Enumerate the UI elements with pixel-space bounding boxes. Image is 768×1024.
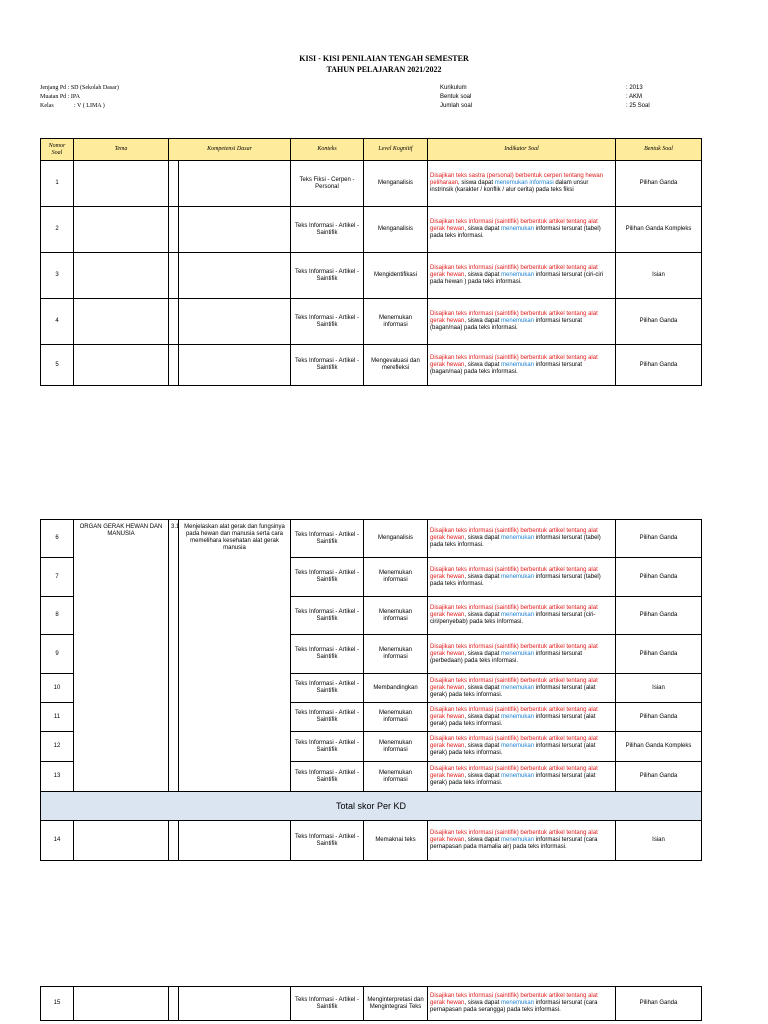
indikator-end-text: informasi tersurat (alat gerak) pada teks informasi. — [430, 743, 596, 756]
level-cell: Menganalisis — [364, 161, 428, 207]
indikator-mid-text: , siswa dapat — [464, 535, 502, 541]
table-row — [41, 161, 702, 207]
level-cell: Menemukan informasi — [364, 558, 428, 597]
level-cell: Menemukan informasi — [364, 732, 428, 762]
table-header-row — [41, 139, 702, 161]
indikator-cell — [428, 520, 616, 558]
level-cell: Menginterpretasi dan Mengintegrasi Teks — [364, 987, 428, 1021]
col-kd: Kompetensi Dasar — [169, 139, 291, 161]
indikator-cell — [428, 635, 616, 674]
level-cell: Mengidentifikasi — [364, 253, 428, 299]
kd-number-cell — [169, 161, 179, 207]
table-row — [41, 299, 702, 345]
tema-cell — [74, 161, 169, 207]
indikator-cell — [428, 299, 616, 345]
level-cell: Menganalisis — [364, 520, 428, 558]
tema-cell — [74, 207, 169, 253]
table-row — [41, 345, 702, 386]
bentuk-cell: Pilihan Ganda — [616, 987, 702, 1021]
kd-text-cell — [179, 207, 291, 253]
indikator-mid-text: , siswa dapat — [464, 573, 502, 580]
indikator-cell — [428, 207, 616, 253]
bentuk-cell: Pilihan Ganda — [616, 558, 702, 597]
indikator-blue-text: menemukan — [501, 837, 535, 843]
table-row — [41, 207, 702, 253]
konteks-cell: Teks Informasi - Artikel - Saintifik — [291, 987, 364, 1021]
indikator-blue-text: menemukan — [501, 361, 535, 368]
indikator-red-text: Disajikan teks informasi (saintifik) berbentuk artikel tentang alat gerak hewan — [430, 643, 598, 657]
indikator-red-text: Disajikan teks informasi (saintifik) berbentuk artikel tentang alat gerak hewan — [430, 677, 598, 691]
indikator-mid-text: , siswa dapat — [464, 684, 502, 691]
meta-bentuk-value: : AKM — [626, 94, 643, 100]
total-row — [41, 792, 702, 821]
indikator-red-text: Disajikan teks sastra (personal) berbentuk cerpen tentang hewan peliharaan — [430, 173, 604, 186]
row-number: 1 — [41, 161, 74, 207]
kd-number-cell — [169, 987, 179, 1021]
table-row — [41, 520, 702, 558]
indikator-mid-text: , siswa dapat — [464, 1000, 502, 1006]
indikator-red-text: Disajikan teks informasi (saintifik) berbentuk artikel tentang alat gerak hewan — [430, 605, 598, 618]
indikator-red-text: Disajikan teks informasi (saintifik) berbentuk artikel tentang alat gerak hewan — [430, 311, 598, 324]
indikator-end-text: informasi tersurat (bagan/naa) pada teks informasi. — [430, 318, 583, 331]
indikator-cell — [428, 345, 616, 386]
tema-cell — [74, 299, 169, 345]
table-row — [41, 253, 702, 299]
kd-text-cell — [179, 987, 291, 1021]
indikator-end-text: informasi tersurat (alat gerak) pada teks informasi. — [430, 713, 596, 727]
indikator-blue-text: menemukan — [501, 773, 535, 779]
indikator-red-text: Disajikan teks informasi (saintifik) berbentuk artikel tentang alat gerak hewan — [430, 706, 598, 720]
indikator-mid-text: , siswa dapat — [464, 318, 502, 324]
indikator-end-text: informasi tersurat (alat gerak) pada teks informasi. — [430, 773, 596, 786]
konteks-cell: Teks Informasi - Artikel - Saintifik — [291, 299, 364, 345]
bentuk-cell: Pilihan Ganda Kompleks — [616, 732, 702, 762]
indikator-mid-text: , siswa dapat — [464, 612, 502, 618]
indikator-end-text: informasi tersurat (alat gerak) pada teks informasi. — [430, 684, 596, 698]
tema-cell — [74, 345, 169, 386]
row-number: 9 — [41, 635, 74, 674]
level-cell: Menemukan informasi — [364, 299, 428, 345]
indikator-cell — [428, 987, 616, 1021]
indikator-red-text: Disajikan teks informasi (saintifik) berbentuk artikel tentang alat gerak hewan — [430, 566, 598, 580]
bentuk-cell: Pilihan Ganda — [616, 762, 702, 792]
table-row — [41, 987, 702, 1021]
meta-bentuk-label: Bentuk soal — [440, 94, 472, 100]
kisi-table-part2 — [40, 519, 702, 861]
bentuk-cell: Pilihan Ganda Kompleks — [616, 207, 702, 253]
indikator-red-text: Disajikan teks informasi (saintifik) berbentuk artikel tentang alat gerak hewan — [430, 265, 598, 278]
document-title: KISI - KISI PENILAIAN TENGAH SEMESTER — [299, 54, 469, 63]
indikator-cell — [428, 597, 616, 635]
indikator-mid-text: , siswa dapat — [464, 361, 502, 368]
konteks-cell: Teks Informasi - Artikel - Saintifik — [291, 703, 364, 732]
indikator-cell — [428, 732, 616, 762]
indikator-red-text: Disajikan teks informasi (saintifik) berbentuk artikel tentang alat gerak hewan — [430, 766, 598, 779]
tema-cell: ORGAN GERAK HEWAN DAN MANUSIA — [74, 520, 169, 792]
indikator-blue-text: menemukan — [501, 743, 535, 749]
indikator-blue-text: menemukan — [501, 272, 535, 278]
meta-jumlah-label: Jumlah soal — [440, 103, 473, 109]
col-level: Level Kognitif — [364, 139, 428, 161]
row-number: 5 — [41, 345, 74, 386]
konteks-cell: Teks Informasi - Artikel - Saintifik — [291, 345, 364, 386]
kd-text-cell: Menjelaskan alat gerak dan fungsinya pada hewan dan manusia serta cara memelihara kesehatan alat gerak manusia — [179, 520, 291, 792]
meta-jenjang: Jenjang Pd : SD (Sekolah Dasar) — [40, 85, 119, 91]
indikator-mid-text: , siswa dapat — [458, 180, 495, 186]
indikator-blue-text: menemukan informasi — [494, 180, 554, 186]
indikator-blue-text: menemukan — [501, 226, 535, 232]
konteks-cell: Teks Fiksi - Cerpen - Personal — [291, 161, 364, 207]
meta-kurikulum-label: Kurikulum — [440, 85, 467, 91]
row-number: 14 — [41, 821, 74, 861]
row-number: 4 — [41, 299, 74, 345]
meta-kelas-label: Kelas — [40, 103, 54, 109]
indikator-end-text: informasi tersurat (tabel) pada teks informasi. — [430, 535, 601, 548]
indikator-end-text: informasi tersurat (tabel) pada teks informasi. — [430, 573, 601, 587]
level-cell: Menemukan informasi — [364, 635, 428, 674]
indikator-blue-text: menemukan — [501, 713, 535, 720]
indikator-cell — [428, 703, 616, 732]
konteks-cell: Teks Informasi - Artikel - Saintifik — [291, 821, 364, 861]
bentuk-cell: Pilihan Ganda — [616, 635, 702, 674]
meta-kelas-value: : V ( LIMA ) — [74, 103, 105, 109]
indikator-end-text: informasi tersurat (perbedaan) pada teks informasi. — [430, 650, 583, 664]
konteks-cell: Teks Informasi - Artikel - Saintifik — [291, 207, 364, 253]
kd-text-cell — [179, 345, 291, 386]
col-nomor: Nomor Soal — [41, 139, 74, 161]
indikator-end-text: informasi tersurat (tabel) pada teks informasi. — [430, 226, 601, 239]
indikator-end-text: informasi tersurat (ciri-ciri/penyebab) pada teks informasi. — [430, 612, 596, 625]
indikator-blue-text: menemukan — [501, 612, 535, 618]
row-number: 12 — [41, 732, 74, 762]
indikator-mid-text: , siswa dapat — [464, 226, 502, 232]
indikator-blue-text: menemukan — [501, 650, 535, 657]
konteks-cell: Teks Informasi - Artikel - Saintifik — [291, 520, 364, 558]
kd-number-cell: 3.1 — [169, 520, 179, 792]
indikator-red-text: Disajikan teks informasi (saintifik) berbentuk artikel tentang alat gerak hewan — [430, 528, 598, 541]
level-cell: Menemukan informasi — [364, 597, 428, 635]
row-number: 8 — [41, 597, 74, 635]
kd-number-cell — [169, 345, 179, 386]
konteks-cell: Teks Informasi - Artikel - Saintifik — [291, 253, 364, 299]
kd-number-cell — [169, 253, 179, 299]
bentuk-cell: Pilihan Ganda — [616, 345, 702, 386]
indikator-cell — [428, 762, 616, 792]
indikator-blue-text: menemukan — [501, 535, 535, 541]
indikator-red-text: Disajikan teks informasi (saintifik) berbentuk artikel tentang alat gerak hewan — [430, 993, 598, 1006]
indikator-cell — [428, 558, 616, 597]
total-label: Total skor Per KD — [41, 792, 702, 821]
bentuk-cell: Pilihan Ganda — [616, 597, 702, 635]
level-cell: Memaknai teks — [364, 821, 428, 861]
indikator-end-text: informasi tersurat (cara pernapasan pada serangga) pada teks informasi. — [430, 1000, 598, 1013]
indikator-end-text: informasi tersurat (cara pernapasan pada mamalia air) pada teks informasi. — [430, 837, 598, 850]
indikator-mid-text: , siswa dapat — [464, 837, 502, 843]
tema-cell — [74, 821, 169, 861]
kd-text-cell — [179, 299, 291, 345]
bentuk-cell: Pilihan Ganda — [616, 703, 702, 732]
indikator-cell — [428, 674, 616, 703]
indikator-mid-text: , siswa dapat — [464, 713, 502, 720]
level-cell: Mengevaluasi dan merefleksi — [364, 345, 428, 386]
konteks-cell: Teks Informasi - Artikel - Saintifik — [291, 635, 364, 674]
level-cell: Membandingkan — [364, 674, 428, 703]
kisi-table-part1 — [40, 138, 702, 386]
kisi-table-part3 — [40, 986, 702, 1021]
meta-kurikulum-value: : 2013 — [626, 85, 643, 91]
bentuk-cell: Pilihan Ganda — [616, 299, 702, 345]
col-bentuk: Bentuk Soal — [616, 139, 702, 161]
bentuk-cell: Isian — [616, 674, 702, 703]
row-number: 11 — [41, 703, 74, 732]
indikator-cell — [428, 253, 616, 299]
kd-number-cell — [169, 207, 179, 253]
col-indikator: Indikator Soal — [428, 139, 616, 161]
indikator-red-text: Disajikan teks informasi (saintifik) berbentuk artikel tentang alat gerak hewan — [430, 219, 598, 232]
indikator-blue-text: menemukan — [501, 684, 535, 691]
document-subtitle: TAHUN PELAJARAN 2021/2022 — [326, 65, 442, 74]
indikator-mid-text: , siswa dapat — [464, 272, 502, 278]
konteks-cell: Teks Informasi - Artikel - Saintifik — [291, 674, 364, 703]
bentuk-cell: Isian — [616, 253, 702, 299]
indikator-red-text: Disajikan teks informasi (saintifik) berbentuk artikel tentang alat gerak hewan — [430, 830, 598, 843]
col-konteks: Konteks — [291, 139, 364, 161]
row-number: 2 — [41, 207, 74, 253]
konteks-cell: Teks Informasi - Artikel - Saintifik — [291, 597, 364, 635]
indikator-cell — [428, 821, 616, 861]
row-number: 3 — [41, 253, 74, 299]
level-cell: Menemukan informasi — [364, 703, 428, 732]
konteks-cell: Teks Informasi - Artikel - Saintifik — [291, 762, 364, 792]
indikator-red-text: Disajikan teks informasi (saintifik) berbentuk artikel tentang alat gerak hewan — [430, 354, 598, 368]
indikator-end-text: dalam unsur instrinsik (karakter / konflik / alur cerita) pada teks fiksi — [430, 180, 589, 193]
row-number: 7 — [41, 558, 74, 597]
indikator-blue-text: menemukan — [501, 1000, 535, 1006]
indikator-mid-text: , siswa dapat — [464, 743, 502, 749]
row-number: 6 — [41, 520, 74, 558]
indikator-cell — [428, 161, 616, 207]
meta-jumlah-value: : 25 Soal — [626, 103, 650, 109]
level-cell: Menganalisis — [364, 207, 428, 253]
indikator-end-text: informasi tersurat (bagan/naa) pada teks informasi. — [430, 361, 583, 375]
konteks-cell: Teks Informasi - Artikel - Saintifik — [291, 558, 364, 597]
indikator-end-text: informasi tersurat (ciri-ciri pada hewan ) pada teks informasi. — [430, 272, 604, 285]
kd-number-cell — [169, 299, 179, 345]
table-row — [41, 821, 702, 861]
konteks-cell: Teks Informasi - Artikel - Saintifik — [291, 732, 364, 762]
kd-text-cell — [179, 253, 291, 299]
indikator-mid-text: , siswa dapat — [464, 773, 502, 779]
kd-number-cell — [169, 821, 179, 861]
indikator-mid-text: , siswa dapat — [464, 650, 502, 657]
bentuk-cell: Pilihan Ganda — [616, 161, 702, 207]
indikator-red-text: Disajikan teks informasi (saintifik) berbentuk artikel tentang alat gerak hewan — [430, 736, 598, 749]
kd-text-cell — [179, 821, 291, 861]
row-number: 15 — [41, 987, 74, 1021]
tema-cell — [74, 987, 169, 1021]
bentuk-cell: Isian — [616, 821, 702, 861]
indikator-blue-text: menemukan — [501, 573, 535, 580]
meta-muatan: Muatan Pd : IPA — [40, 94, 80, 100]
indikator-blue-text: menemukan — [501, 318, 535, 324]
col-tema: Tema — [74, 139, 169, 161]
kd-text-cell — [179, 161, 291, 207]
row-number: 13 — [41, 762, 74, 792]
level-cell: Menemukan informasi — [364, 762, 428, 792]
row-number: 10 — [41, 674, 74, 703]
bentuk-cell: Pilihan Ganda — [616, 520, 702, 558]
tema-cell — [74, 253, 169, 299]
